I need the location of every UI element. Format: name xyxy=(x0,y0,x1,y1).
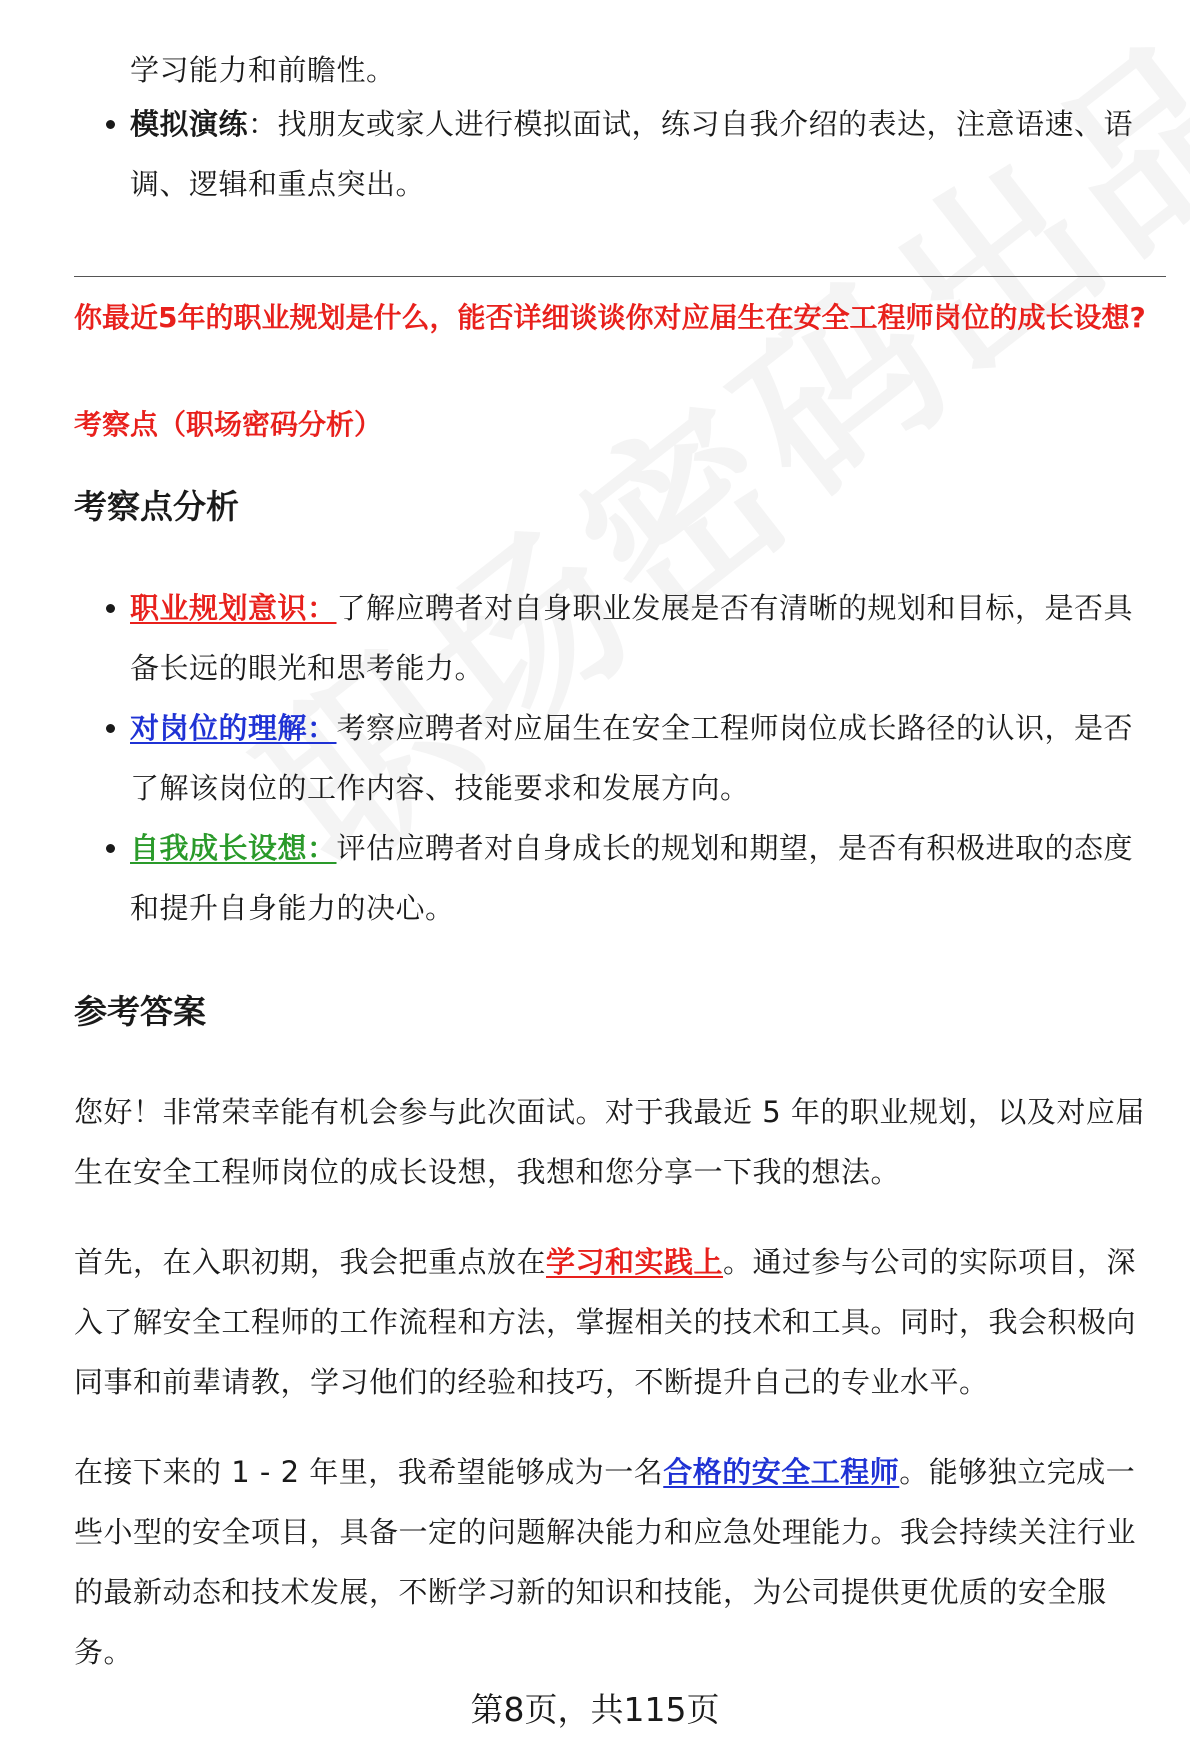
paragraph-text: 。通过参与公司的实际项目，深入了解安全工程师的工作流程和方法，掌握相关的技术和工具。同时，我会积极向同事和前辈请教，学习他们的经验和技巧，不断提升自己的专业水平。 xyxy=(74,1245,1137,1399)
bullet-dot xyxy=(106,604,115,613)
bullet-dot xyxy=(106,120,115,129)
list-item-text xyxy=(130,578,1160,698)
answer-paragraph-2 xyxy=(74,1232,1164,1412)
analysis-keyword: 职业规划意识： xyxy=(130,591,337,625)
analysis-heading: 考察点分析 xyxy=(74,487,239,526)
analysis-text: 考察应聘者对应届生在安全工程师岗位成长路径的认识，是否了解该岗位的工作内容、技能要求和发展方向。 xyxy=(130,711,1134,805)
bullet-dot xyxy=(106,844,115,853)
highlight-keyword: 学习和实践上 xyxy=(546,1245,724,1279)
list-item-text xyxy=(130,818,1160,938)
paragraph-text: 。能够独立完成一些小型的安全项目，具备一定的问题解决能力和应急处理能力。我会持续关注行业的最新动态和技术发展，不断学习新的知识和技能，为公司提供更优质的安全服务。 xyxy=(74,1455,1137,1669)
answer-paragraph-1: 您好！非常荣幸能有机会参与此次面试。对于我最近 5 年的职业规划，以及对应届生在安全工程师岗位的成长设想，我想和您分享一下我的想法。 xyxy=(74,1095,1145,1189)
page-footer: 第8页，共115页 xyxy=(470,1690,720,1729)
highlight-keyword: 合格的安全工程师 xyxy=(663,1455,900,1489)
interview-question: 你最近5年的职业规划是什么，能否详细谈谈你对应届生在安全工程师岗位的成长设想? xyxy=(74,301,1146,334)
analysis-text: 了解应聘者对自身职业发展是否有清晰的规划和目标，是否具备长远的眼光和思考能力。 xyxy=(130,591,1134,685)
paragraph-text: 首先，在入职初期，我会把重点放在 xyxy=(74,1245,547,1279)
answer-heading: 参考答案 xyxy=(74,992,206,1031)
list-item-body: ：找朋友或家人进行模拟面试，练习自我介绍的表达，注意语速、语调、逻辑和重点突出。 xyxy=(130,107,1134,201)
list-item-text xyxy=(130,94,1160,214)
list-item-text: 学习能力和前瞻性。 xyxy=(130,53,396,87)
section-divider xyxy=(74,276,1166,277)
analysis-keyword: 对岗位的理解： xyxy=(130,711,337,745)
list-item-label: 模拟演练 xyxy=(130,107,249,141)
list-item-text xyxy=(130,698,1160,818)
paragraph-text: 在接下来的 1 - 2 年里，我希望能够成为一名 xyxy=(74,1455,664,1489)
exam-point-label: 考察点（职场密码分析） xyxy=(74,408,383,441)
answer-paragraph-3 xyxy=(74,1442,1164,1682)
analysis-text: 评估应聘者对自身成长的规划和期望，是否有积极进取的态度和提升自身能力的决心。 xyxy=(130,831,1134,925)
bullet-dot xyxy=(106,724,115,733)
analysis-keyword: 自我成长设想： xyxy=(130,831,337,865)
